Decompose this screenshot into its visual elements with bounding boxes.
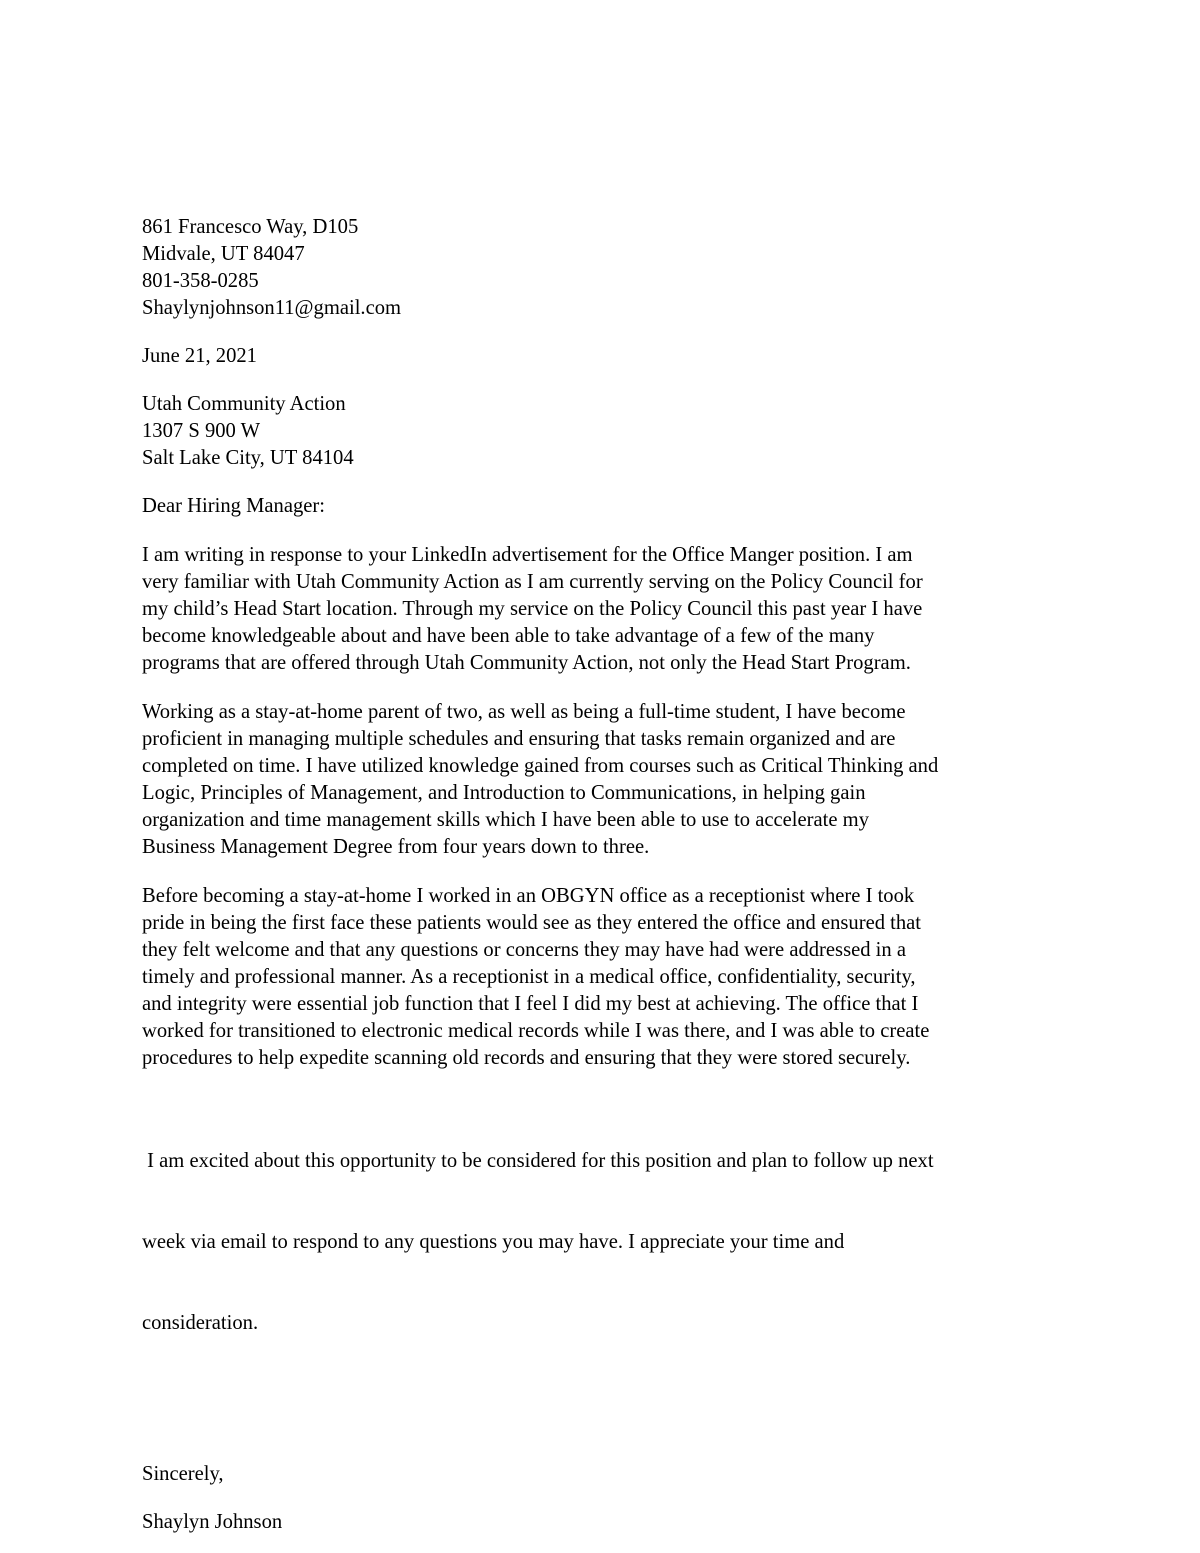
paragraph-line: pride in being the first face these patients would see as they entered the office and ensured that bbox=[142, 912, 922, 934]
paragraph-line: very familiar with Utah Community Action as I am currently serving on the Policy Council for bbox=[142, 571, 923, 593]
salutation-block bbox=[142, 493, 1062, 520]
body-paragraph-1 bbox=[142, 542, 1062, 677]
paragraph-line: become knowledgeable about and have been able to take advantage of a few of the many bbox=[142, 625, 875, 647]
recipient-address-block bbox=[142, 391, 1062, 472]
body-paragraph-3 bbox=[142, 883, 1062, 1072]
paragraph-line: consideration. bbox=[142, 1312, 259, 1334]
paragraph-line: timely and professional manner. As a receptionist in a medical office, confidentiality, security, bbox=[142, 966, 916, 988]
paragraph-line: Before becoming a stay-at-home I worked in an OBGYN office as a receptionist where I took bbox=[142, 885, 915, 907]
closing: Sincerely, bbox=[142, 1463, 224, 1485]
sender-city-line: Midvale, UT 84047 bbox=[142, 243, 305, 265]
sender-address-block bbox=[142, 214, 1062, 322]
recipient-city-line: Salt Lake City, UT 84104 bbox=[142, 447, 354, 469]
paragraph-line: they felt welcome and that any questions or concerns they may have had were addressed in a bbox=[142, 939, 906, 961]
salutation: Dear Hiring Manager: bbox=[142, 495, 325, 517]
paragraph-line: programs that are offered through Utah Community Action, not only the Head Start Program. bbox=[142, 652, 911, 674]
closing-block bbox=[142, 1461, 1062, 1488]
signature-block bbox=[142, 1509, 1062, 1536]
paragraph-line: week via email to respond to any questions you may have. I appreciate your time and bbox=[142, 1231, 845, 1253]
cover-letter bbox=[142, 214, 1062, 1536]
paragraph-line: Logic, Principles of Management, and Introduction to Communications, in helping gain bbox=[142, 782, 866, 804]
paragraph-line: completed on time. I have utilized knowledge gained from courses such as Critical Thinking and bbox=[142, 755, 939, 777]
paragraph-line: I am excited about this opportunity to be considered for this position and plan to follow up next bbox=[142, 1150, 934, 1172]
signature-name: Shaylyn Johnson bbox=[142, 1511, 283, 1533]
paragraph-line: proficient in managing multiple schedules and ensuring that tasks remain organized and are bbox=[142, 728, 896, 750]
recipient-street: 1307 S 900 W bbox=[142, 420, 261, 442]
paragraph-line: worked for transitioned to electronic medical records while I was there, and I was able to create bbox=[142, 1020, 930, 1042]
paragraph-line: organization and time management skills which I have been able to use to accelerate my bbox=[142, 809, 869, 831]
sender-email: Shaylynjohnson11@gmail.com bbox=[142, 297, 402, 319]
body-paragraph-4 bbox=[142, 1094, 1062, 1391]
paragraph-line: and integrity were essential job function that I feel I did my best at achieving. The office that I bbox=[142, 993, 919, 1015]
letter-date: June 21, 2021 bbox=[142, 345, 257, 367]
body-paragraph-2 bbox=[142, 699, 1062, 861]
recipient-organization: Utah Community Action bbox=[142, 393, 346, 415]
paragraph-line: procedures to help expedite scanning old records and ensuring that they were stored securely. bbox=[142, 1047, 911, 1069]
sender-street: 861 Francesco Way, D105 bbox=[142, 216, 359, 238]
paragraph-line: Working as a stay-at-home parent of two, as well as being a full-time student, I have become bbox=[142, 701, 906, 723]
paragraph-line: I am writing in response to your LinkedIn advertisement for the Office Manger position. I am bbox=[142, 544, 913, 566]
paragraph-line: my child’s Head Start location. Through my service on the Policy Council this past year I have bbox=[142, 598, 923, 620]
sender-phone: 801-358-0285 bbox=[142, 270, 259, 292]
paragraph-line: Business Management Degree from four years down to three. bbox=[142, 836, 650, 858]
letter-date-block bbox=[142, 343, 1062, 370]
